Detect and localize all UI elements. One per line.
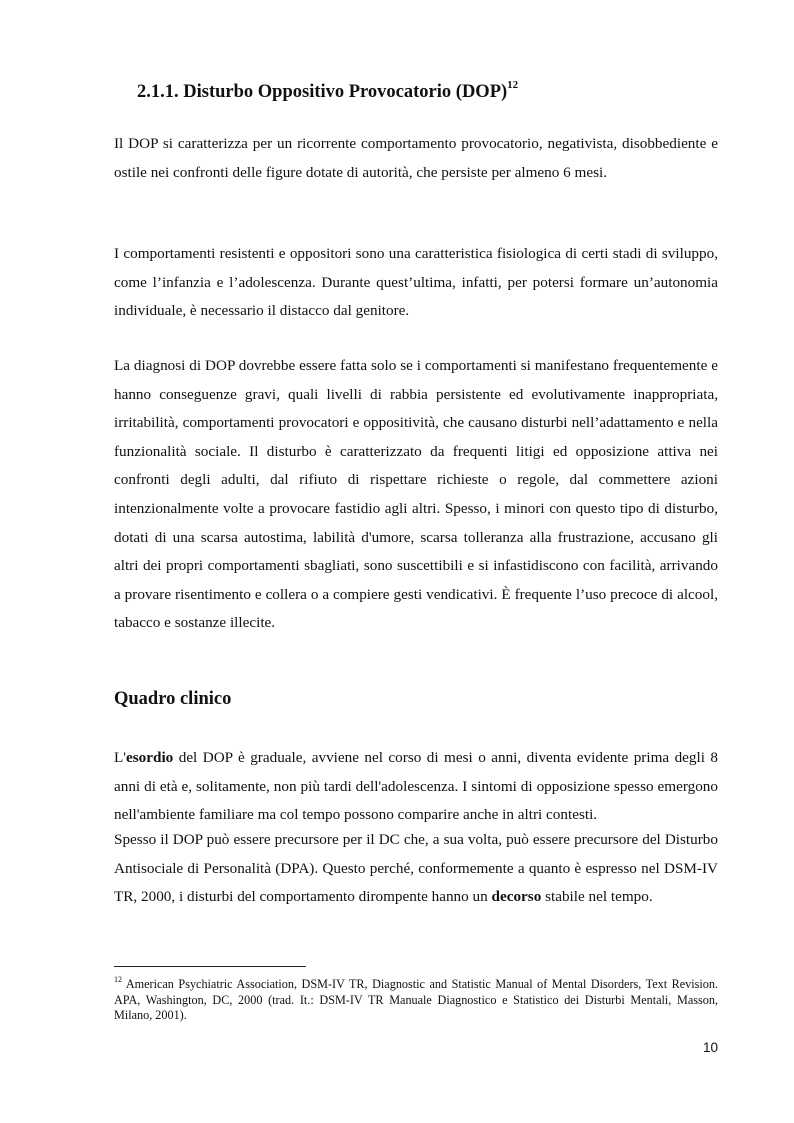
paragraph-onset <box>114 744 718 830</box>
section-heading-text: 2.1.1. Disturbo Oppositivo Provocatorio (DOP) <box>137 82 508 103</box>
footnote-reference[interactable]: 12 <box>507 79 519 91</box>
paragraph-diagnosis: La diagnosi di DOP dovrebbe essere fatta solo se i comportamenti si manifestano frequentemente e hanno conseguenze gravi, quali livelli di rabbia persistente ed evolutivamente inappropriata, irritabilità, comportamenti provocatori e oppositività, che causano disturbi nell’adattamento e nella funzionalità sociale. Il disturbo è caratterizzato da frequenti litigi ed opposizione attiva nei confronti degli adulti, dal rifiuto di rispettare richieste o regole, dal commettere azioni intenzionalmente volte a provocare fastidio agli altri. Spesso, i minori con questo tipo di disturbo, dotati di una scarsa autostima, labilità d'umore, scarsa tolleranza alla frustrazione, accusano gli altri dei propri comportamenti sbagliati, sono suscettibili e si infastidiscono con facilità, arrivando a provare risentimento e collera o a compiere gesti vendicativi. È frequente l’uso precoce di alcool, tabacco e sostanze illecite. <box>114 357 718 632</box>
paragraph-development: I comportamenti resistenti e oppositori sono una caratteristica fisiologica di certi stadi di sviluppo, come l’infanzia e l’adolescenza. Durante quest’ultima, infatti, per potersi formare un’autonomia individuale, è necessario il distacco dal genitore. <box>114 245 718 320</box>
section-heading <box>137 74 518 105</box>
footnote-number: 12 <box>114 975 122 984</box>
footnote-separator <box>114 966 306 967</box>
onset-text-pre: L' <box>114 749 127 766</box>
footnote <box>114 973 718 1024</box>
course-text-pre: Spesso il DOP può essere precursore per il DC che, a sua volta, può essere precursore del Disturbo Antisociale di Personalità (DPA). Questo perché, conformemente a quanto è espresso nel DSM-IV TR, 2000, i disturbi del comportamento dirompente hanno un <box>114 831 718 906</box>
onset-text-post: del DOP è graduale, avviene nel corso di mesi o anni, diventa evidente prima degli 8 anni di età e, solitamente, non più tardi dell'adolescenza. I sintomi di opposizione spesso emergono nell'ambiente familiare ma col tempo possono comparire anche in altri contesti. <box>114 749 718 824</box>
course-bold-term: decorso <box>491 888 542 906</box>
onset-bold-term: esordio <box>126 749 174 766</box>
page-number: 10 <box>702 1040 718 1055</box>
course-text-post: stabile nel tempo. <box>541 888 653 906</box>
footnote-text: American Psychiatric Association, DSM-IV TR, Diagnostic and Statistic Manual of Mental Disorders, Text Revision. APA, Washington, DC, 2000 (trad. It.: DSM-IV TR Manuale Diagnostico e Statistico dei Disturbi Mentali, Masson, Milano, 2001). <box>114 977 718 1023</box>
paragraph-definition: Il DOP si caratterizza per un ricorrente comportamento provocatorio, negativista, disobbediente e ostile nei confronti delle figure dotate di autorità, che persiste per almeno 6 mesi. <box>114 135 718 181</box>
paragraph-course <box>114 826 718 912</box>
subsection-heading: Quadro clinico <box>114 689 232 709</box>
